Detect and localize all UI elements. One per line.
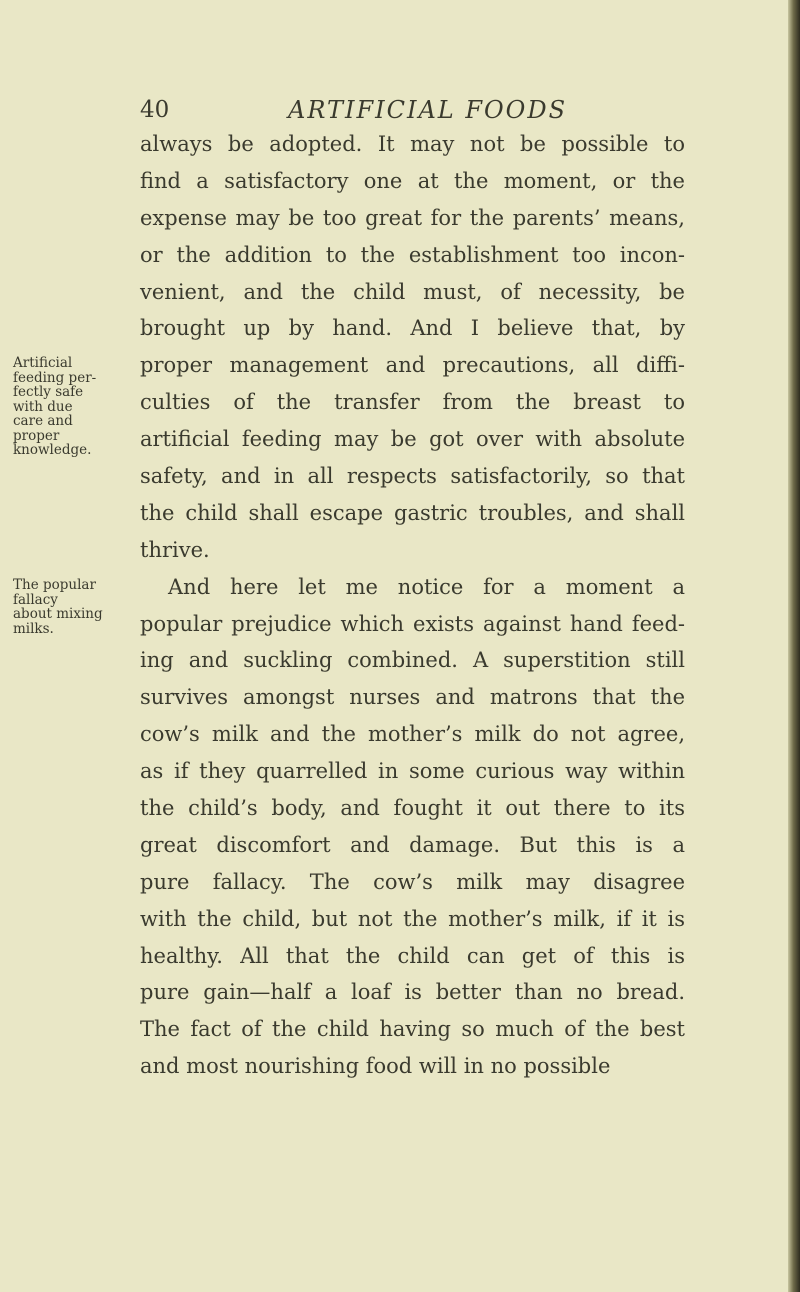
- body-line: find a satisfactory one at the moment, or the: [140, 168, 685, 193]
- margin-note-line: feeding per-: [13, 369, 97, 386]
- body-line: pure gain—half a loaf is better than no bread.: [140, 980, 685, 1005]
- margin-note-line: milks.: [13, 620, 54, 637]
- body-line: the child shall escape gastric troubles, and shall: [140, 500, 685, 525]
- body-line: as if they quarrelled in some curious way within: [140, 759, 685, 784]
- body-line: always be adopted. It may not be possible to: [140, 132, 685, 156]
- body-line: the child’s body, and fought it out there to its: [140, 796, 685, 821]
- body-line: brought up by hand. And I believe that, by: [140, 316, 685, 341]
- body-line: culties of the transfer from the breast to: [140, 390, 685, 415]
- body-line: survives amongst nurses and matrons that the: [140, 685, 685, 710]
- margin-note-line: Artificial: [13, 355, 73, 371]
- body-line: pure fallacy. The cow’s milk may disagree: [140, 869, 685, 894]
- body-line: venient, and the child must, of necessity, be: [140, 279, 685, 304]
- body-line: great discomfort and damage. But this is a: [140, 832, 685, 857]
- margin-note-artificial-feeding: [13, 356, 128, 458]
- margin-note-line: fectly safe: [13, 384, 84, 400]
- body-line: and most nourishing food will in no possible: [140, 1054, 611, 1079]
- margin-note-line: fallacy: [13, 591, 58, 608]
- margin-note-line: The popular: [13, 577, 96, 593]
- body-line: safety, and in all respects satisfactorily, so that: [140, 464, 685, 489]
- body-line: cow’s milk and the mother’s milk do not agree,: [140, 722, 685, 747]
- margin-note-line: proper: [13, 427, 60, 444]
- body-line: And here let me notice for a moment a: [168, 574, 685, 599]
- body-line: ing and suckling combined. A superstition still: [140, 648, 685, 673]
- body-line: healthy. All that the child can get of this is: [140, 943, 685, 968]
- page-number: 40: [140, 97, 170, 123]
- body-line: or the addition to the establishment too incon-: [140, 242, 685, 267]
- margin-note-line: about mixing: [13, 606, 103, 622]
- body-line: thrive.: [140, 537, 210, 562]
- page-edge: [788, 0, 800, 1292]
- body-line: artificial feeding may be got over with absolute: [140, 427, 685, 452]
- margin-note-popular-fallacy: [13, 578, 128, 636]
- body-line: The fact of the child having so much of the best: [140, 1017, 685, 1042]
- body-line: proper management and precautions, all diffi-: [140, 353, 685, 378]
- body-line: expense may be too great for the parents’ means,: [140, 205, 685, 230]
- margin-note-line: care and: [13, 413, 73, 429]
- margin-note-line: with due: [13, 398, 73, 415]
- margin-note-line: knowledge.: [13, 442, 92, 458]
- body-line: with the child, but not the mother’s milk, if it is: [140, 906, 685, 931]
- body-line: popular prejudice which exists against hand feed-: [140, 611, 685, 636]
- body-text: [140, 126, 685, 1085]
- running-head: ARTIFICIAL FOODS: [288, 96, 568, 124]
